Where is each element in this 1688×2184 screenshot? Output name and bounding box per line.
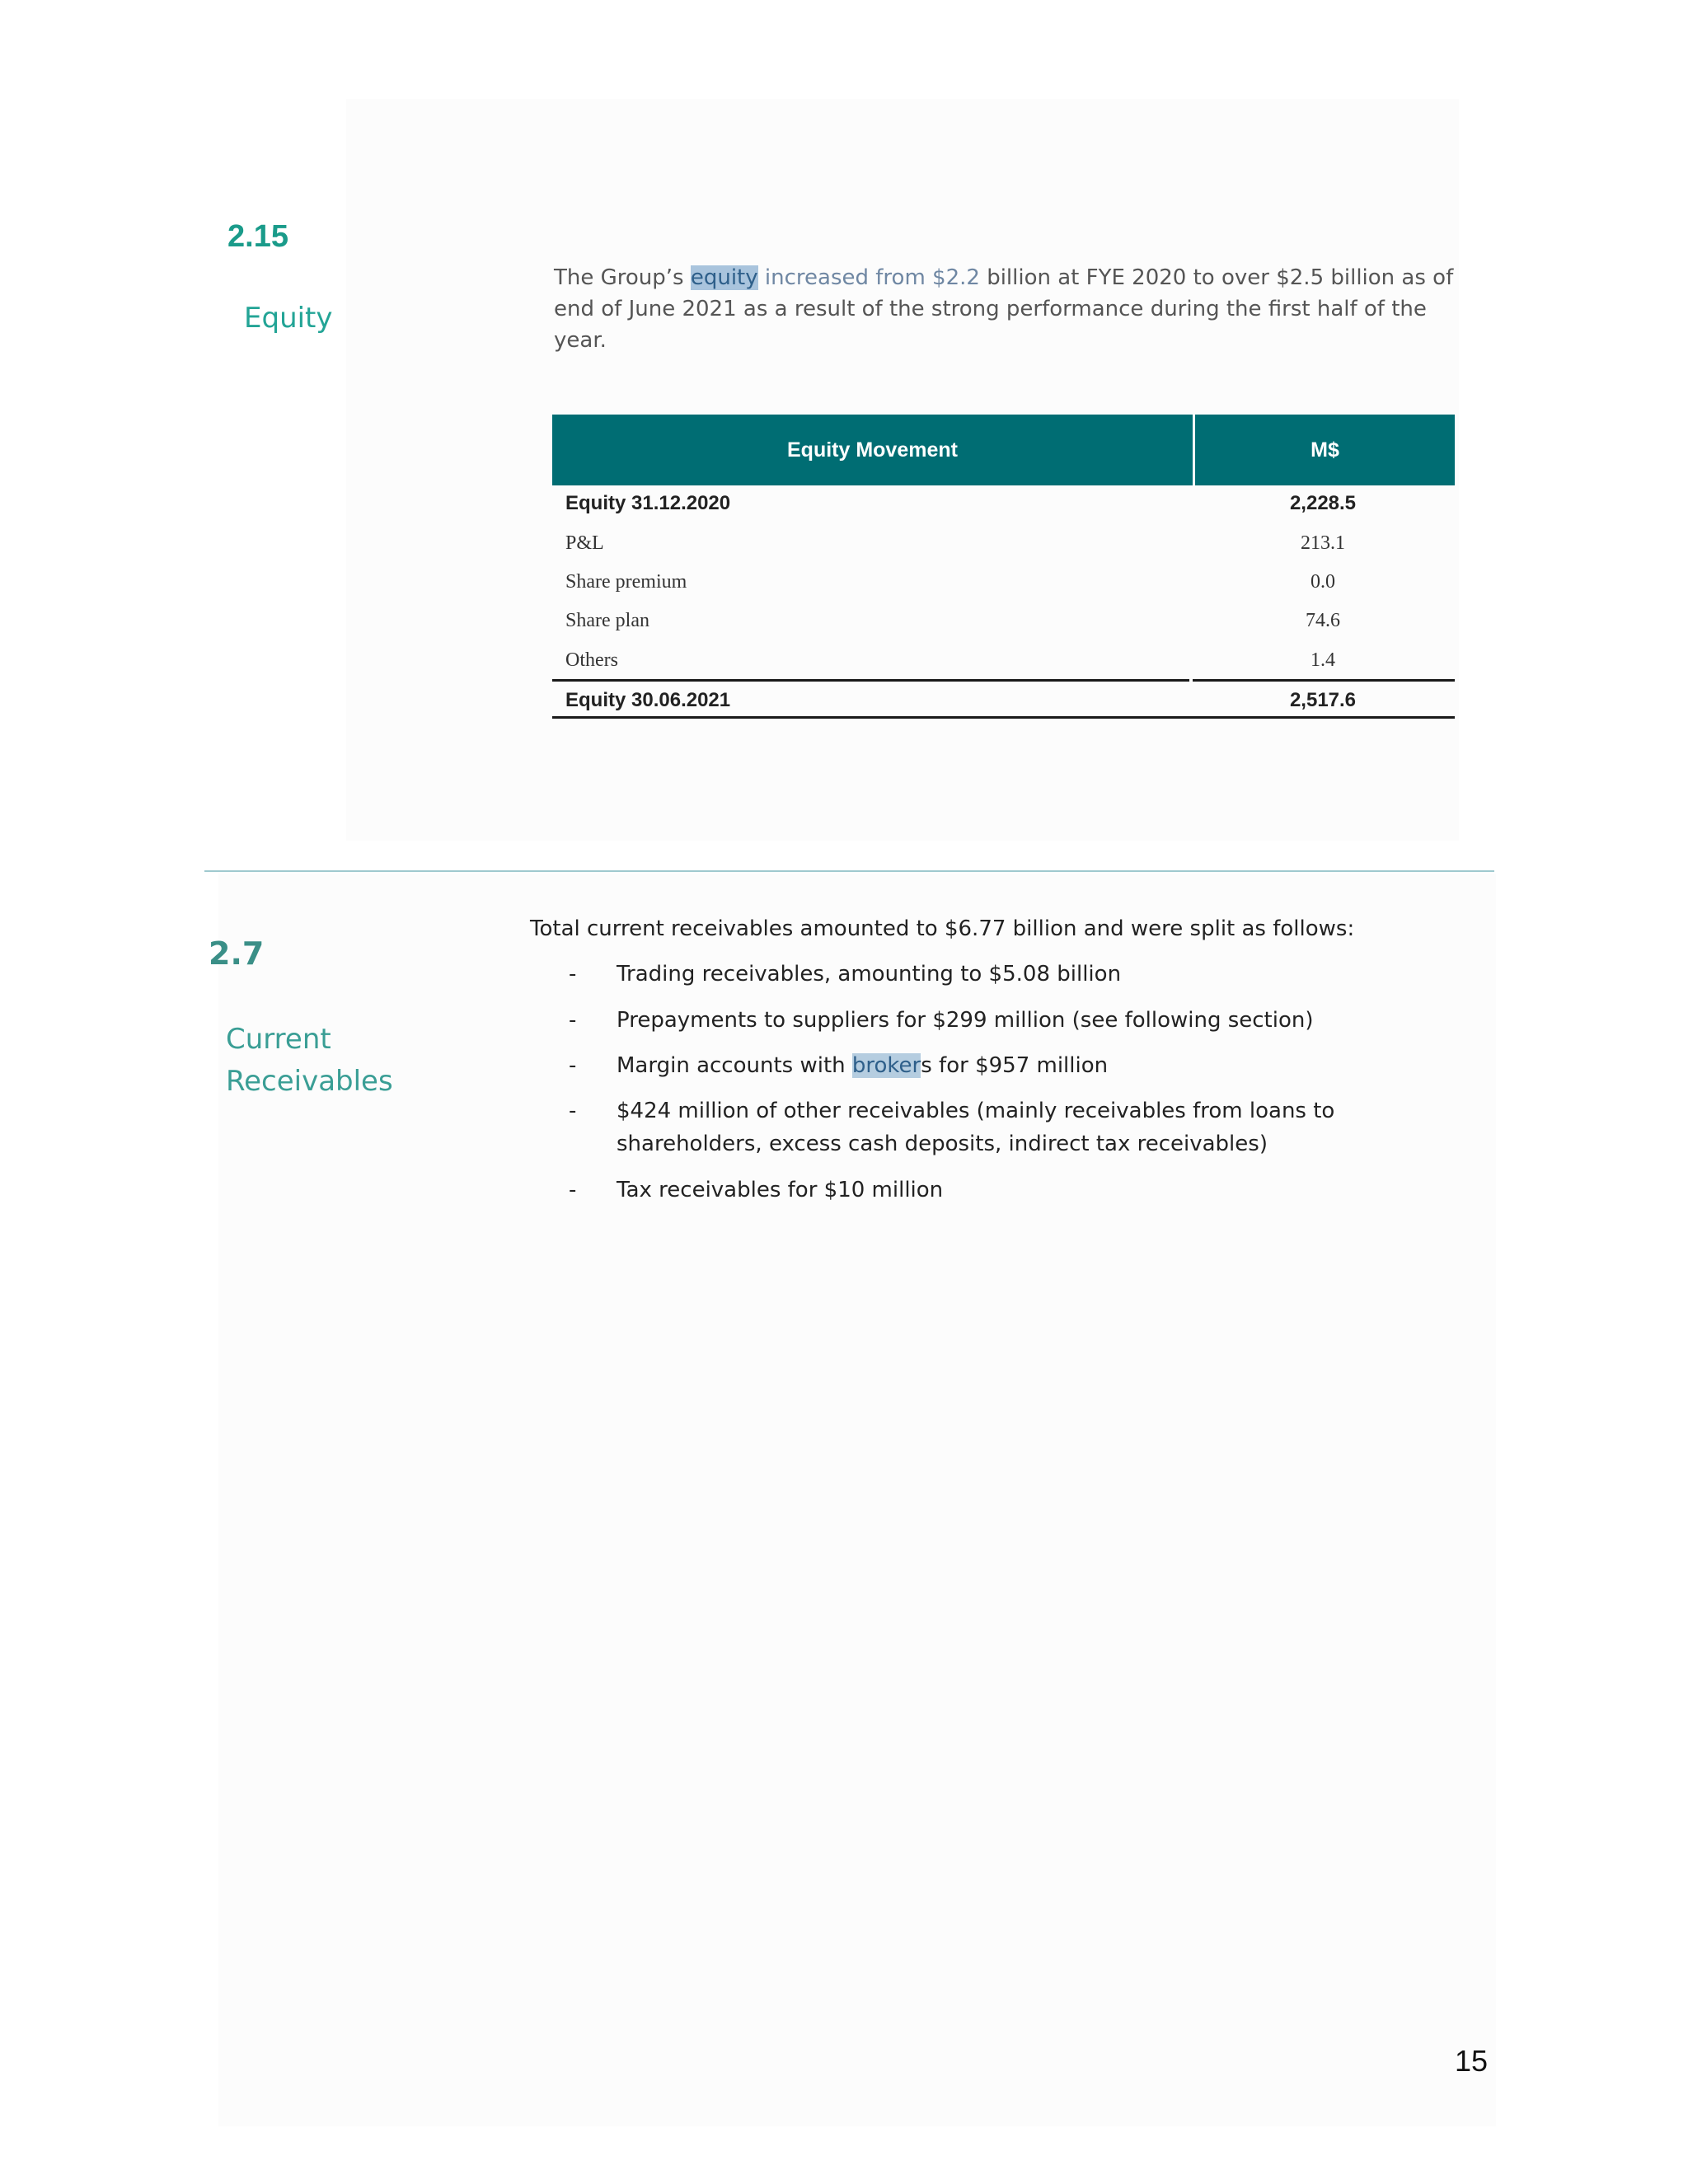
equity-movement-table [552, 415, 1455, 485]
section-title-line: Current [226, 1023, 331, 1056]
bullet-marker: - [569, 1053, 577, 1078]
bullet-marker: - [569, 962, 577, 987]
row-value: 2,517.6 [1289, 689, 1357, 711]
table-row [552, 640, 1455, 680]
table-row [552, 484, 1455, 523]
section-number: 2.15 [227, 219, 288, 254]
section-divider [204, 870, 1494, 872]
page-number: 15 [1455, 2044, 1489, 2078]
bullet-item: Tax receivables for $10 million [617, 1178, 944, 1202]
bullet-text: s for $957 million [921, 1053, 1109, 1078]
table-row [552, 523, 1455, 563]
bullet-marker: - [569, 1008, 577, 1033]
bullet-item: Prepayments to suppliers for $299 million (see following section) [617, 1008, 1314, 1033]
table-header-row [552, 415, 1455, 485]
column-header: Equity Movement [552, 415, 1195, 485]
bullet-item: $424 million of other receivables (mainly receivables from loans to shareholders, excess cash deposits, indirect tax receivables) [617, 1099, 1335, 1156]
row-value: 0.0 [1311, 571, 1335, 593]
paragraph-text: The Group’s [554, 265, 691, 290]
bullet-item [617, 1049, 1474, 1082]
table-row [552, 562, 1455, 602]
row-value: 213.1 [1301, 532, 1345, 554]
paragraph-text: increased from $2.2 [757, 265, 980, 290]
row-label: Equity 30.06.2021 [565, 689, 731, 711]
row-label: Equity 31.12.2020 [565, 492, 731, 514]
section-number: 2.7 [209, 935, 265, 972]
highlighted-term: broker [851, 1053, 921, 1078]
row-value: 1.4 [1311, 649, 1335, 671]
highlighted-term: equity [690, 265, 758, 290]
section-title-line: Receivables [226, 1065, 393, 1098]
bullet-marker: - [569, 1178, 577, 1202]
row-value: 74.6 [1306, 610, 1340, 631]
section-title: Equity [244, 302, 333, 335]
table-row [552, 601, 1455, 640]
bullet-marker: - [569, 1099, 577, 1123]
table-bottom-rule [552, 716, 1455, 719]
bullet-item: Trading receivables, amounting to $5.08 billion [617, 962, 1122, 987]
table-row-total [552, 681, 1455, 720]
row-label: Share plan [565, 610, 649, 631]
equity-paragraph [554, 262, 1469, 356]
column-header: M$ [1195, 415, 1455, 485]
bullet-text: Margin accounts with [617, 1053, 852, 1078]
row-label: Others [565, 649, 618, 671]
section-title [226, 1019, 393, 1103]
paragraph-text: billion at FYE 2020 to over $2.5 billion as of end of June 2021 as a result of the strong performance during the first half of the year. [554, 265, 1454, 353]
row-label: Share premium [565, 571, 687, 593]
row-label: P&L [565, 532, 604, 554]
row-value: 2,228.5 [1289, 492, 1357, 514]
receivables-intro: Total current receivables amounted to $6.77 billion and were split as follows: [530, 916, 1355, 941]
